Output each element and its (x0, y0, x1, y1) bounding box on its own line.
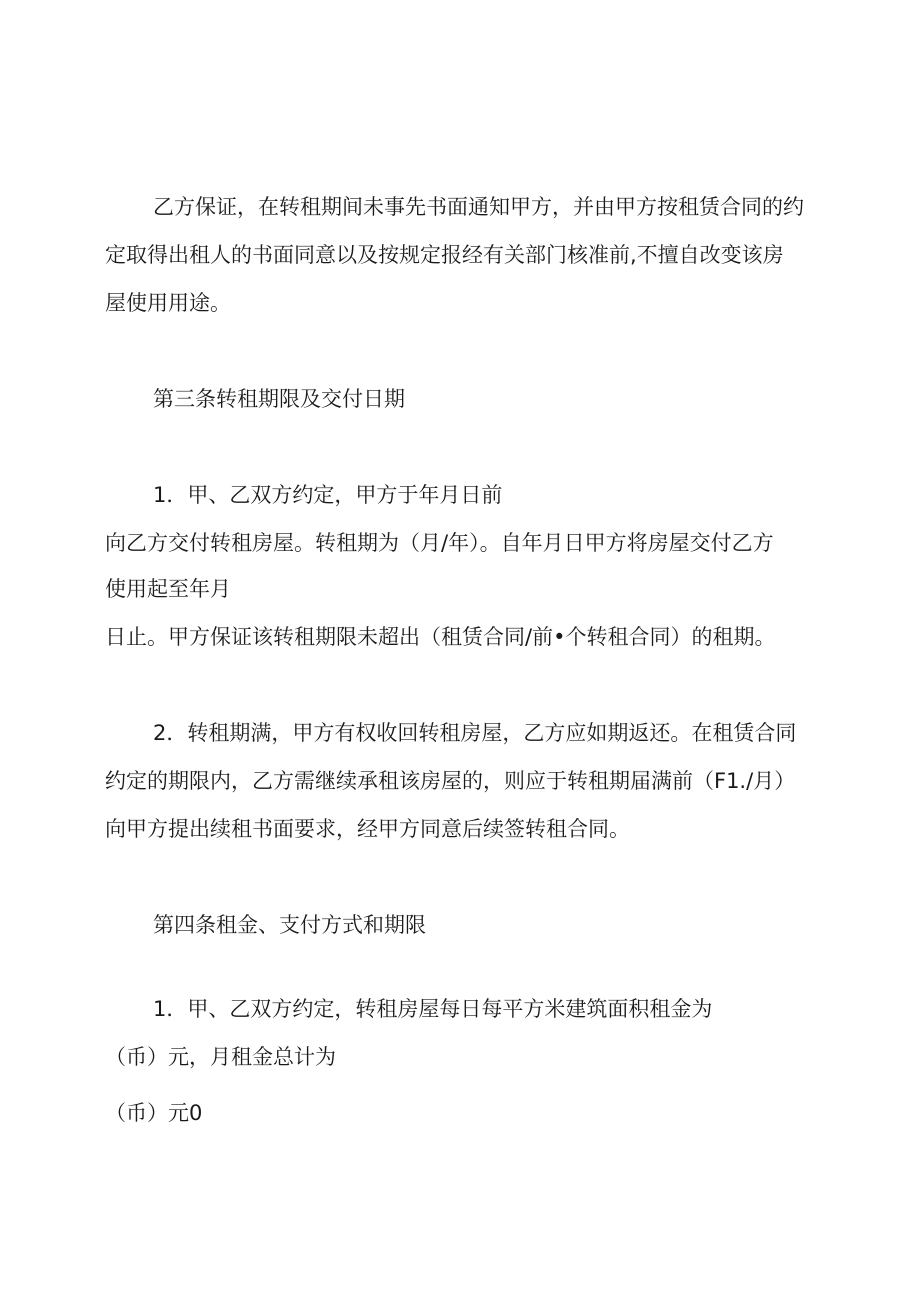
paragraph-1-line-3: 屋使用用途。 (105, 291, 231, 315)
article-4-item-1-line-3: （币）元0 (105, 1101, 203, 1125)
article-3-heading: 第三条转租期限及交付日期 (153, 387, 405, 411)
article-4-item-1-line-2: （币）元，月租金总计为 (105, 1045, 336, 1069)
article-3-item-2-line-1: 2．转租期满，甲方有权收回转租房屋，乙方应如期返还。在租赁合同 (153, 721, 797, 745)
article-3-item-2-line-2: 约定的期限内，乙方需继续承租该房屋的，则应于转租期届满前（F1./月） (105, 769, 796, 793)
article-3-item-2-line-3: 向甲方提出续租书面要求，经甲方同意后续签转租合同。 (105, 817, 630, 841)
paragraph-1-line-2: 定取得出租人的书面同意以及按规定报经有关部门核准前,不擅自改变该房 (105, 243, 784, 267)
paragraph-1-line-1: 乙方保证，在转租期间未事先书面通知甲方，并由甲方按租赁合同的约 (153, 195, 804, 219)
article-4-heading: 第四条租金、支付方式和期限 (153, 913, 426, 937)
article-3-item-1-line-1: 1．甲、乙双方约定，甲方于年月日前 (153, 483, 503, 507)
article-4-item-1-line-1: 1．甲、乙双方约定，转租房屋每日每平方米建筑面积租金为 (153, 997, 713, 1021)
article-3-item-1-line-3: 使用起至年月 (105, 577, 231, 601)
article-3-item-1-line-2: 向乙方交付转租房屋。转租期为（月/年）。自年月日甲方将房屋交付乙方 (105, 531, 774, 555)
article-3-item-1-line-4: 日止。甲方保证该转租期限未超出（租赁合同/前•个转租合同）的租期。 (105, 625, 776, 649)
